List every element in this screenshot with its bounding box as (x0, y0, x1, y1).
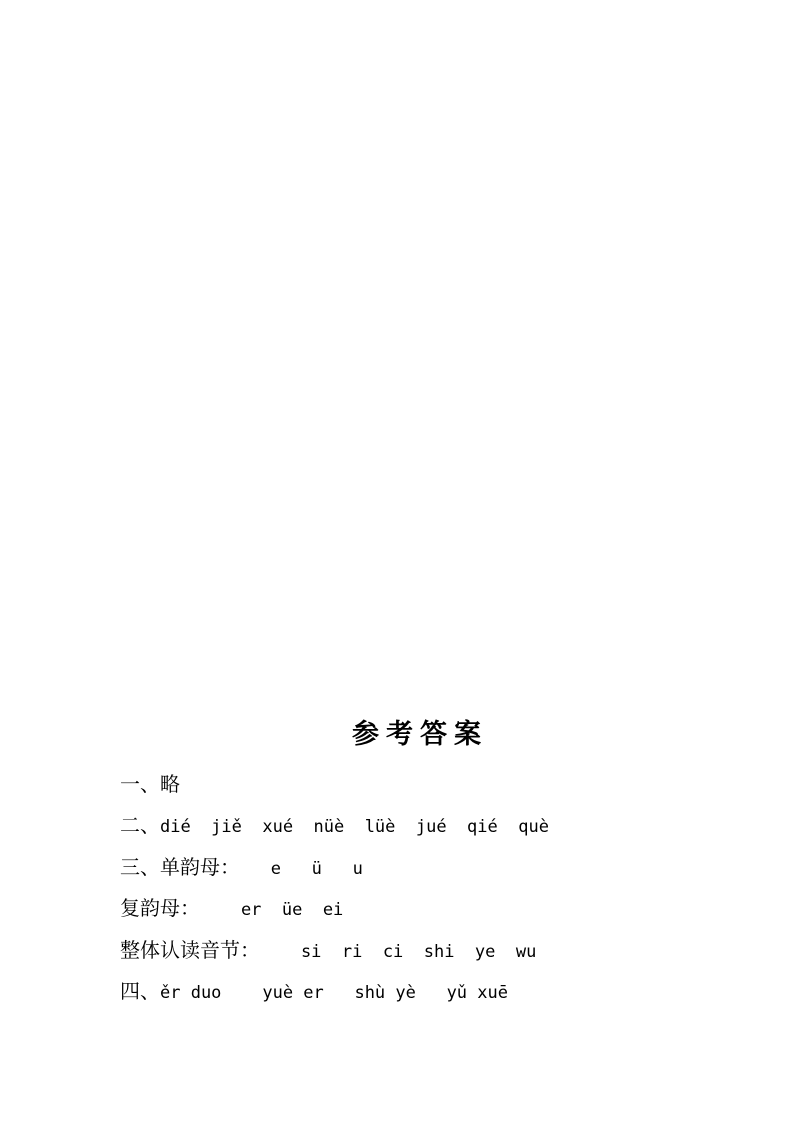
answer-pinyin-text: dié jiě xué nüè lüè jué qié què (160, 817, 549, 838)
answer-pinyin-text: ěr duo yuè er shù yè yǔ xuē (160, 982, 508, 1003)
answer-pinyin-text: si ri ci shi ye wu (260, 941, 537, 962)
answer-line-3 (120, 847, 763, 888)
answer-pinyin-text: e ü u (240, 858, 363, 879)
answer-han-text: 复韵母： (120, 896, 200, 921)
answer-line-4 (120, 888, 763, 929)
answer-line-1 (120, 764, 763, 805)
answer-pinyin-text: er üe ei (200, 900, 344, 921)
answer-key-title: 参考答案 (352, 719, 488, 750)
answer-line-2 (120, 805, 763, 846)
answer-line-6 (120, 971, 763, 1012)
answer-han-text: 二、 (120, 813, 160, 838)
answer-han-text: 整体认读音节： (120, 937, 260, 962)
answer-han-text: 三、单韵母： (120, 854, 240, 879)
answer-list (120, 764, 763, 1012)
answer-han-text: 四、 (120, 978, 160, 1003)
answer-line-5 (120, 930, 763, 971)
answer-han-text: 一、略 (120, 772, 180, 796)
